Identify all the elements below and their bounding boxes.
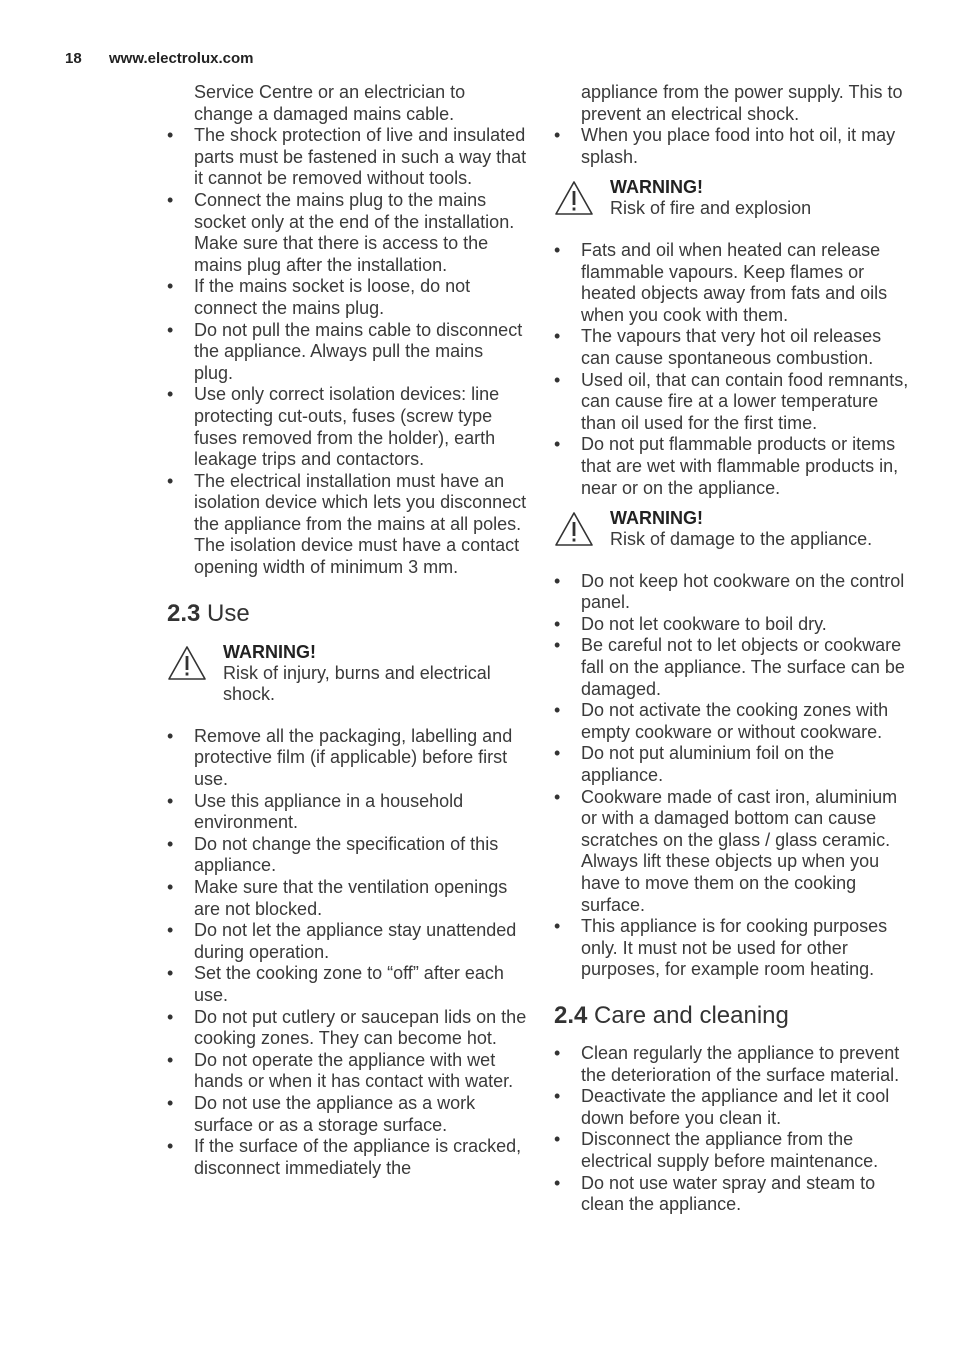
warning-box — [554, 176, 910, 220]
bullet-list — [554, 1043, 910, 1216]
list-item: • Use only correct isolation devices: line protecting cut-outs, fuses (screw type fuses removed from the holder), earth leakage trips and contactors. — [167, 384, 527, 470]
list-item: • Do not let the appliance stay unattended during operation. — [167, 920, 527, 963]
section-title: Use — [207, 599, 250, 627]
list-item: • Make sure that the ventilation openings are not blocked. — [167, 877, 527, 920]
list-item: • Used oil, that can contain food remnants, can cause fire at a lower temperature than oil used for the first time. — [554, 370, 910, 435]
list-item: • Connect the mains plug to the mains socket only at the end of the installation. Make sure that there is access to the mains plug after the installation. — [167, 190, 527, 276]
bullet-list — [167, 125, 527, 578]
section-heading-care-and-cleaning — [554, 1001, 910, 1031]
warning-triangle-icon — [167, 645, 207, 681]
list-item: • Remove all the packaging, labelling and protective film (if applicable) before first use. — [167, 726, 527, 791]
site-url: www.electrolux.com — [109, 50, 254, 67]
warning-triangle-icon — [554, 180, 594, 216]
warning-title: WARNING! — [610, 177, 703, 198]
list-item: • Do not put flammable products or items that are wet with flammable products in, near or on the appliance. — [554, 434, 910, 499]
warning-text: Risk of damage to the appliance. — [610, 529, 873, 550]
list-item: • Do not keep hot cookware on the control panel. — [554, 571, 910, 614]
list-item: • When you place food into hot oil, it may splash. — [554, 125, 910, 168]
list-item: • Clean regularly the appliance to prevent the deterioration of the surface material. — [554, 1043, 910, 1086]
section-number: 2.4 — [554, 1001, 588, 1029]
list-item: • Do not let cookware to boil dry. — [554, 614, 910, 636]
bullet-list — [554, 571, 910, 981]
list-item: • Use this appliance in a household environment. — [167, 791, 527, 834]
warning-title: WARNING! — [223, 641, 316, 662]
list-item: • The vapours that very hot oil releases can cause spontaneous combustion. — [554, 326, 910, 369]
list-item: • This appliance is for cooking purposes only. It must not be used for other purposes, for example room heating. — [554, 916, 910, 981]
list-item: • Disconnect the appliance from the electrical supply before maintenance. — [554, 1129, 910, 1172]
list-item: • Deactivate the appliance and let it cool down before you clean it. — [554, 1086, 910, 1129]
continued-text: Service Centre or an electrician to change a damaged mains cable. — [194, 82, 466, 124]
left-column — [167, 82, 527, 1179]
warning-triangle-icon — [554, 511, 594, 547]
list-item: • Do not change the specification of this appliance. — [167, 834, 527, 877]
bullet-list — [554, 125, 910, 168]
warning-text: Risk of injury, burns and electrical shock. — [223, 662, 491, 705]
section-title: Care and cleaning — [594, 1001, 789, 1029]
list-item: • Fats and oil when heated can release flammable vapours. Keep flames or heated objects away from fats and oils when you cook with them. — [554, 240, 910, 326]
list-item: • If the surface of the appliance is cracked, disconnect immediately the — [167, 1136, 527, 1179]
list-item: • Do not put aluminium foil on the appliance. — [554, 743, 910, 786]
list-item: • Do not use water spray and steam to clean the appliance. — [554, 1173, 910, 1216]
list-item: • Be careful not to let objects or cookware fall on the appliance. The surface can be damaged. — [554, 635, 910, 700]
list-item: • Do not activate the cooking zones with empty cookware or without cookware. — [554, 700, 910, 743]
list-item: • The shock protection of live and insulated parts must be fastened in such a way that it cannot be removed without tools. — [167, 125, 527, 190]
list-item: • Do not use the appliance as a work surface or as a storage surface. — [167, 1093, 527, 1136]
page-number: 18 — [65, 50, 82, 67]
list-item: • If the mains socket is loose, do not connect the mains plug. — [167, 276, 527, 319]
section-number: 2.3 — [167, 599, 201, 627]
warning-title: WARNING! — [610, 508, 703, 529]
bullet-list — [554, 240, 910, 499]
list-item: • The electrical installation must have an isolation device which lets you disconnect the appliance from the mains at all poles. The isolation device must have a contact opening width of minimum 3 mm. — [167, 471, 527, 579]
right-column — [554, 82, 910, 1216]
continued-text: appliance from the power supply. This to prevent an electrical shock. — [581, 82, 903, 124]
warning-box — [167, 641, 527, 706]
list-item: • Do not pull the mains cable to disconnect the appliance. Always pull the mains plug. — [167, 320, 527, 385]
page-header — [65, 50, 254, 67]
section-heading-use — [167, 599, 527, 629]
bullet-list — [167, 726, 527, 1179]
warning-box — [554, 507, 910, 551]
list-item: • Do not operate the appliance with wet hands or when it has contact with water. — [167, 1050, 527, 1093]
list-item: • Set the cooking zone to “off” after each use. — [167, 963, 527, 1006]
list-item: • Do not put cutlery or saucepan lids on the cooking zones. They can become hot. — [167, 1007, 527, 1050]
list-item: • Cookware made of cast iron, aluminium or with a damaged bottom can cause scratches on the glass / glass ceramic. Always lift these objects up when you have to move them on the cooking surface. — [554, 787, 910, 917]
warning-text: Risk of fire and explosion — [610, 198, 812, 219]
